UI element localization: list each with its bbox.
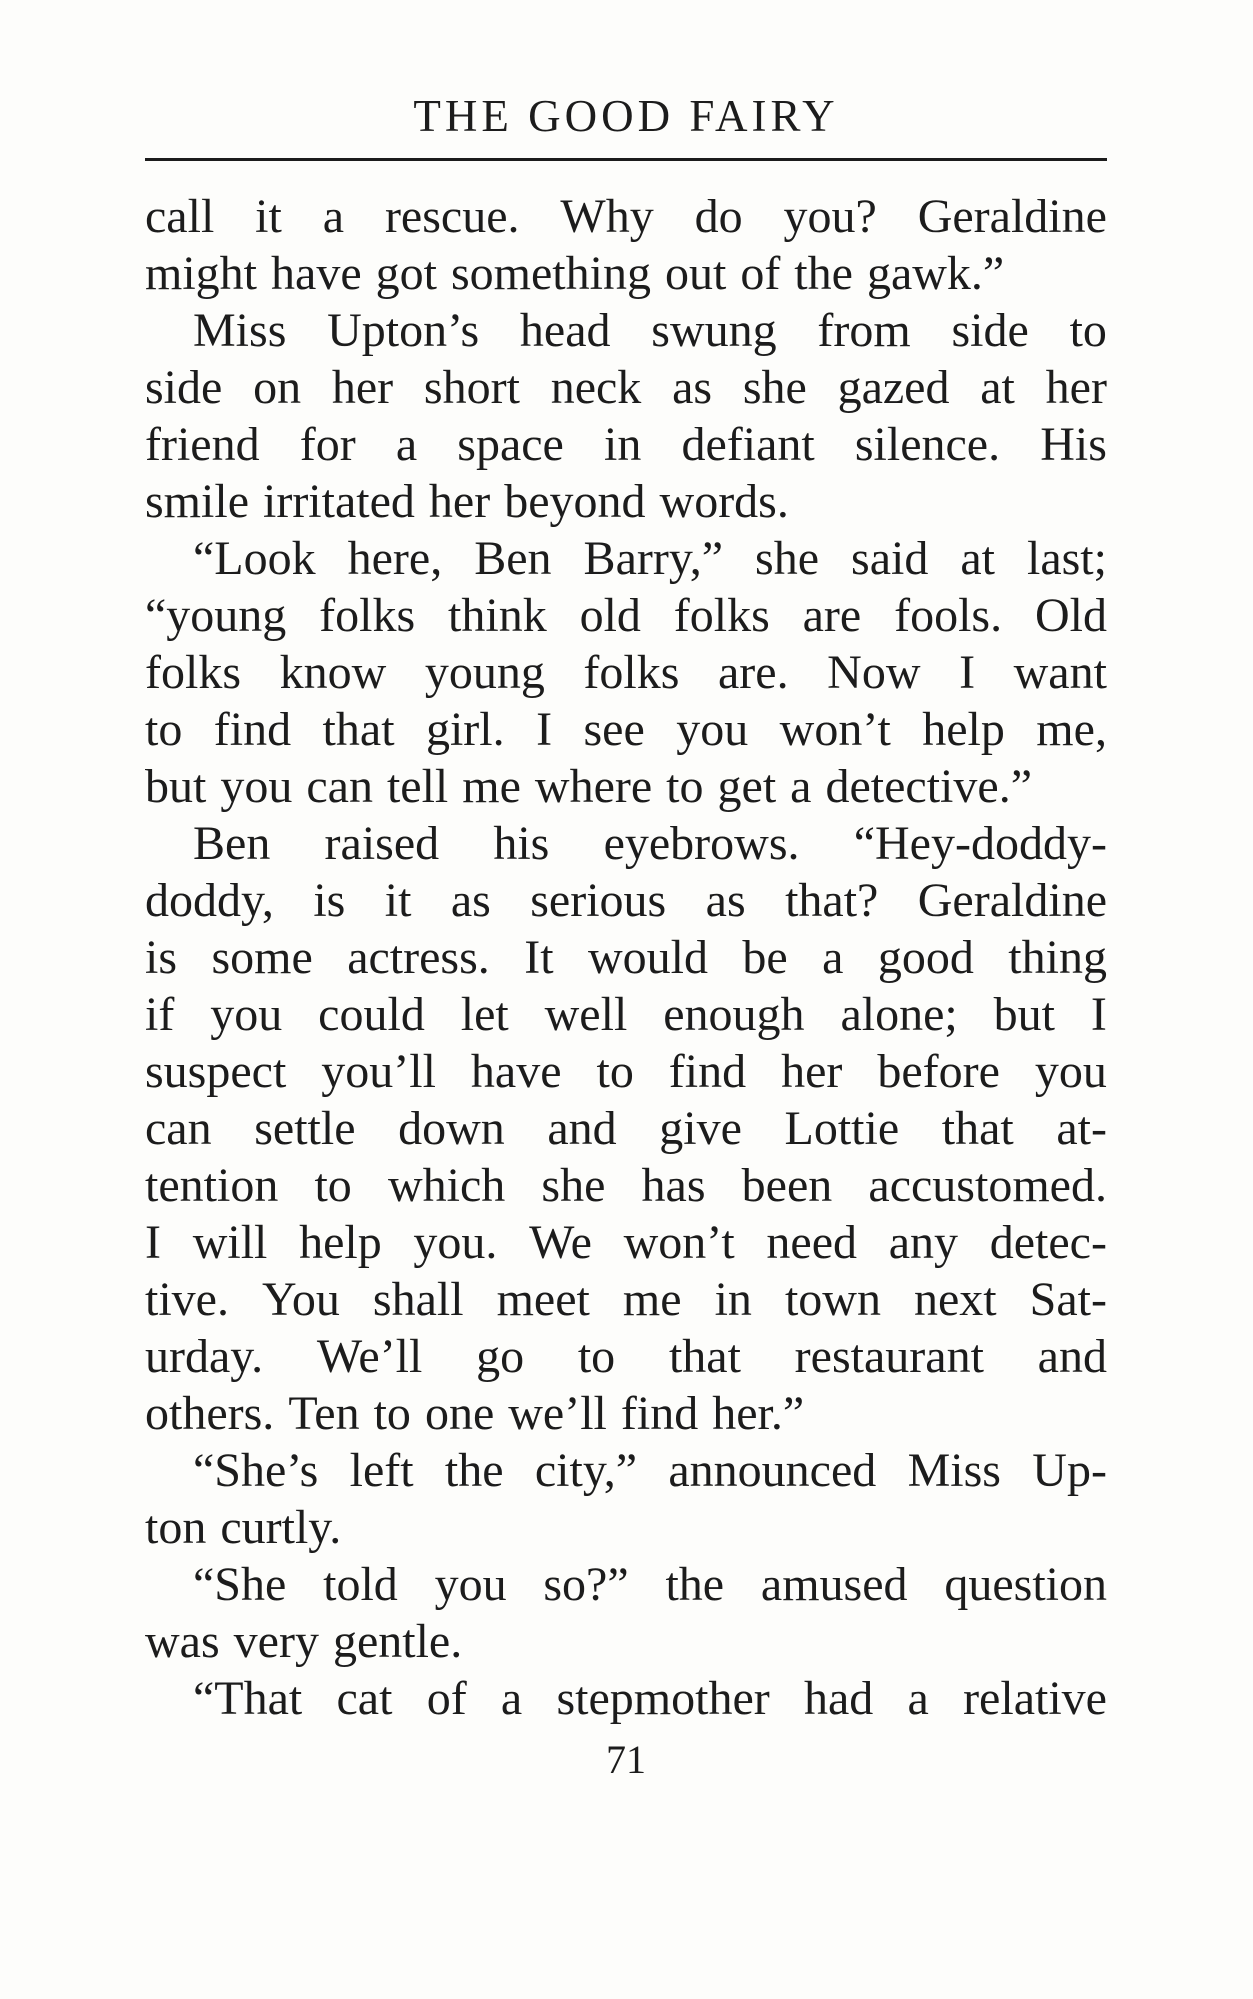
word: on <box>253 361 302 414</box>
word: words. <box>659 475 789 528</box>
text-line <box>145 644 1107 701</box>
word: won’t <box>623 1216 735 1269</box>
text-line <box>145 1385 1107 1442</box>
word: are <box>802 589 862 642</box>
word: is <box>313 874 346 927</box>
text-line <box>145 302 1107 359</box>
word: “She <box>193 1558 287 1611</box>
word: if <box>145 988 175 1041</box>
word: space <box>457 418 564 471</box>
word: of <box>426 1672 467 1725</box>
text-line <box>145 1442 1107 1499</box>
word: that? <box>785 874 879 927</box>
word: meet <box>496 1273 590 1326</box>
word: good <box>877 931 974 984</box>
word: amused <box>760 1558 908 1611</box>
word: suspect <box>145 1045 287 1098</box>
word: get <box>717 760 777 813</box>
text-line <box>145 473 1107 530</box>
page-number: 71 <box>606 1737 646 1782</box>
word: town <box>784 1273 881 1326</box>
word: that <box>668 1330 741 1383</box>
word: a <box>322 190 345 243</box>
word: eyebrows. <box>603 817 800 870</box>
word: short <box>423 361 520 414</box>
word: give <box>659 1102 742 1155</box>
word: out <box>664 247 727 300</box>
text-line <box>145 701 1107 758</box>
header-rule <box>145 158 1107 161</box>
text-line <box>145 758 1107 815</box>
word: from <box>817 304 911 357</box>
text-line <box>145 1214 1107 1271</box>
word: raised <box>324 817 440 870</box>
word: folks <box>583 646 680 699</box>
word: “Hey-doddy- <box>853 817 1107 870</box>
word: but <box>993 988 1055 1041</box>
word: friend <box>145 418 260 471</box>
word: she <box>742 361 807 414</box>
word: to <box>1069 304 1107 357</box>
word: thing <box>1008 931 1107 984</box>
word: Old <box>1034 589 1107 642</box>
word: said <box>851 532 929 585</box>
text-line <box>145 359 1107 416</box>
text-line <box>145 245 1107 302</box>
text-line <box>145 872 1107 929</box>
word: Ten <box>288 1387 360 1440</box>
word: told <box>323 1558 398 1611</box>
word: girl. <box>425 703 505 756</box>
word: It <box>524 931 554 984</box>
word: it <box>255 190 282 243</box>
text-line <box>145 1100 1107 1157</box>
word: at- <box>1056 1102 1107 1155</box>
word: have <box>470 1045 562 1098</box>
word: curtly. <box>220 1501 342 1554</box>
word: her.” <box>712 1387 805 1440</box>
word: silence. <box>854 418 1001 471</box>
word: to <box>666 760 704 813</box>
word: you? <box>783 190 877 243</box>
word: to <box>596 1045 634 1098</box>
word: a <box>822 931 844 984</box>
word: His <box>1040 418 1107 471</box>
word: enough <box>663 988 805 1041</box>
word: for <box>299 418 356 471</box>
word: “Look <box>193 532 316 585</box>
word: her <box>428 475 491 528</box>
word: before <box>877 1045 1000 1098</box>
word: we’ll <box>508 1387 607 1440</box>
word: you <box>676 703 749 756</box>
word: to <box>314 1159 352 1212</box>
word: defiant <box>681 418 815 471</box>
word: “young <box>145 589 287 642</box>
word: well <box>544 988 628 1041</box>
word: We <box>529 1216 592 1269</box>
word: at <box>960 532 995 585</box>
word: gentle. <box>332 1615 463 1668</box>
word: We’ll <box>316 1330 423 1383</box>
word: Upton’s <box>327 304 480 357</box>
word: next <box>913 1273 997 1326</box>
body-text <box>145 188 1107 1727</box>
word: a <box>790 760 812 813</box>
word: Barry,” <box>583 532 724 585</box>
word: her <box>331 361 394 414</box>
word: know <box>279 646 387 699</box>
word: shall <box>372 1273 464 1326</box>
word: neck <box>550 361 642 414</box>
word: I <box>959 646 976 699</box>
word: left <box>349 1444 414 1497</box>
word: rescue. <box>384 190 520 243</box>
word: alone; <box>840 988 958 1041</box>
word: see <box>583 703 645 756</box>
word: old <box>579 589 641 642</box>
word: actress. <box>347 931 490 984</box>
word: Miss <box>193 304 287 357</box>
word: where <box>534 760 653 813</box>
word: Ben <box>193 817 271 870</box>
word: accustomed. <box>868 1159 1107 1212</box>
word: I <box>1090 988 1107 1041</box>
word: side <box>951 304 1029 357</box>
word: at <box>980 361 1015 414</box>
word: are. <box>717 646 789 699</box>
word: tention <box>145 1159 279 1212</box>
word: something <box>450 247 651 300</box>
word: to <box>145 703 183 756</box>
word: and <box>1037 1330 1107 1383</box>
word: Miss <box>907 1444 1001 1497</box>
word: in <box>714 1273 752 1326</box>
word: it <box>384 874 412 927</box>
word: swung <box>651 304 777 357</box>
word: call <box>145 190 215 243</box>
word: a <box>395 418 418 471</box>
word: ton <box>145 1501 207 1554</box>
word: some <box>211 931 313 984</box>
word: announced <box>668 1444 877 1497</box>
word: folks <box>319 589 416 642</box>
word: relative <box>963 1672 1107 1725</box>
word: let <box>460 988 509 1041</box>
word: think <box>448 589 547 642</box>
word: I <box>145 1216 161 1269</box>
word: would <box>587 931 708 984</box>
text-line <box>145 1157 1107 1214</box>
word: do <box>694 190 743 243</box>
word: a <box>500 1672 523 1725</box>
word: the <box>444 1444 504 1497</box>
word: you’ll <box>321 1045 436 1098</box>
word: so?” <box>543 1558 629 1611</box>
word: had <box>803 1672 874 1725</box>
word: is <box>145 931 178 984</box>
word: detective.” <box>825 760 1032 813</box>
word: Lottie <box>784 1102 900 1155</box>
word: gazed <box>837 361 950 414</box>
word: “That <box>193 1672 303 1725</box>
text-line <box>145 986 1107 1043</box>
word: help <box>299 1216 382 1269</box>
word: serious <box>530 874 667 927</box>
text-line <box>145 1499 1107 1556</box>
word: need <box>766 1216 858 1269</box>
word: tive. <box>145 1273 229 1326</box>
word: as <box>672 361 713 414</box>
word: can <box>145 1102 212 1155</box>
text-line <box>145 530 1107 587</box>
text-line <box>145 1271 1107 1328</box>
word: find <box>213 703 292 756</box>
word: others. <box>145 1387 275 1440</box>
text-line <box>145 1328 1107 1385</box>
word: gawk.” <box>866 247 1005 300</box>
word: might <box>145 247 258 300</box>
word: could <box>318 988 425 1041</box>
word: won’t <box>779 703 891 756</box>
word: smile <box>145 475 249 528</box>
word: the <box>794 247 853 300</box>
text-line <box>145 815 1107 872</box>
word: folks <box>145 646 241 699</box>
word: Ben <box>474 532 552 585</box>
running-head: THE GOOD FAIRY <box>413 91 839 141</box>
word: folks <box>673 589 770 642</box>
word: down <box>398 1102 505 1155</box>
word: you <box>434 1558 507 1611</box>
word: young <box>424 646 545 699</box>
word: that <box>322 703 395 756</box>
word: stepmother <box>556 1672 770 1725</box>
word: I <box>536 703 553 756</box>
word: You <box>262 1273 340 1326</box>
word: want <box>1013 646 1107 699</box>
word: and <box>547 1102 617 1155</box>
word: in <box>603 418 642 471</box>
word: which <box>387 1159 506 1212</box>
word: Sat- <box>1029 1273 1107 1326</box>
word: me, <box>1036 703 1107 756</box>
word: head <box>519 304 611 357</box>
word: go <box>476 1330 525 1383</box>
word: Up- <box>1032 1444 1107 1497</box>
word: help <box>922 703 1005 756</box>
word: any <box>888 1216 959 1269</box>
text-line <box>145 416 1107 473</box>
word: you <box>1034 1045 1107 1098</box>
word: as <box>450 874 491 927</box>
word: “She’s <box>193 1444 319 1497</box>
word: you <box>220 760 293 813</box>
word: detec- <box>989 1216 1107 1269</box>
word: me <box>462 760 521 813</box>
word: Now <box>827 646 921 699</box>
text-line <box>145 587 1107 644</box>
word: to <box>577 1330 616 1383</box>
word: me <box>622 1273 682 1326</box>
word: his <box>493 817 550 870</box>
word: but <box>145 760 207 813</box>
word: tell <box>386 760 449 813</box>
word: here, <box>347 532 443 585</box>
word: will <box>192 1216 268 1269</box>
word: got <box>375 247 437 300</box>
word: beyond <box>504 475 646 528</box>
word: she <box>755 532 820 585</box>
word: question <box>944 1558 1107 1611</box>
word: a <box>907 1672 929 1725</box>
word: to <box>373 1387 411 1440</box>
text-line <box>145 929 1107 986</box>
word: her <box>1045 361 1107 414</box>
word: irritated <box>263 475 415 528</box>
word: very <box>233 1615 319 1668</box>
text-line <box>145 1556 1107 1613</box>
word: city,” <box>534 1444 638 1497</box>
word: last; <box>1026 532 1107 585</box>
text-line <box>145 1670 1107 1727</box>
word: was <box>145 1615 220 1668</box>
text-line <box>145 1043 1107 1100</box>
word: of <box>740 247 781 300</box>
word: side <box>145 361 223 414</box>
word: be <box>742 931 788 984</box>
word: you <box>210 988 283 1041</box>
word: have <box>271 247 362 300</box>
word: find <box>620 1387 699 1440</box>
word: can <box>306 760 373 813</box>
word: has <box>641 1159 706 1212</box>
word: urday. <box>145 1330 264 1383</box>
text-line <box>145 188 1107 245</box>
word: Why <box>560 190 654 243</box>
word: fools. <box>894 589 1003 642</box>
word: restaurant <box>794 1330 984 1383</box>
word: you. <box>413 1216 498 1269</box>
word: cat <box>336 1672 393 1725</box>
word: she <box>541 1159 606 1212</box>
text-line <box>145 1613 1107 1670</box>
word: one <box>424 1387 495 1440</box>
word: as <box>705 874 746 927</box>
word: the <box>665 1558 725 1611</box>
word: settle <box>254 1102 356 1155</box>
word: Geraldine <box>917 874 1107 927</box>
word: been <box>741 1159 833 1212</box>
word: Geraldine <box>917 190 1107 243</box>
word: find <box>668 1045 747 1098</box>
word: that <box>941 1102 1014 1155</box>
word: her <box>781 1045 843 1098</box>
word: doddy, <box>145 874 274 927</box>
